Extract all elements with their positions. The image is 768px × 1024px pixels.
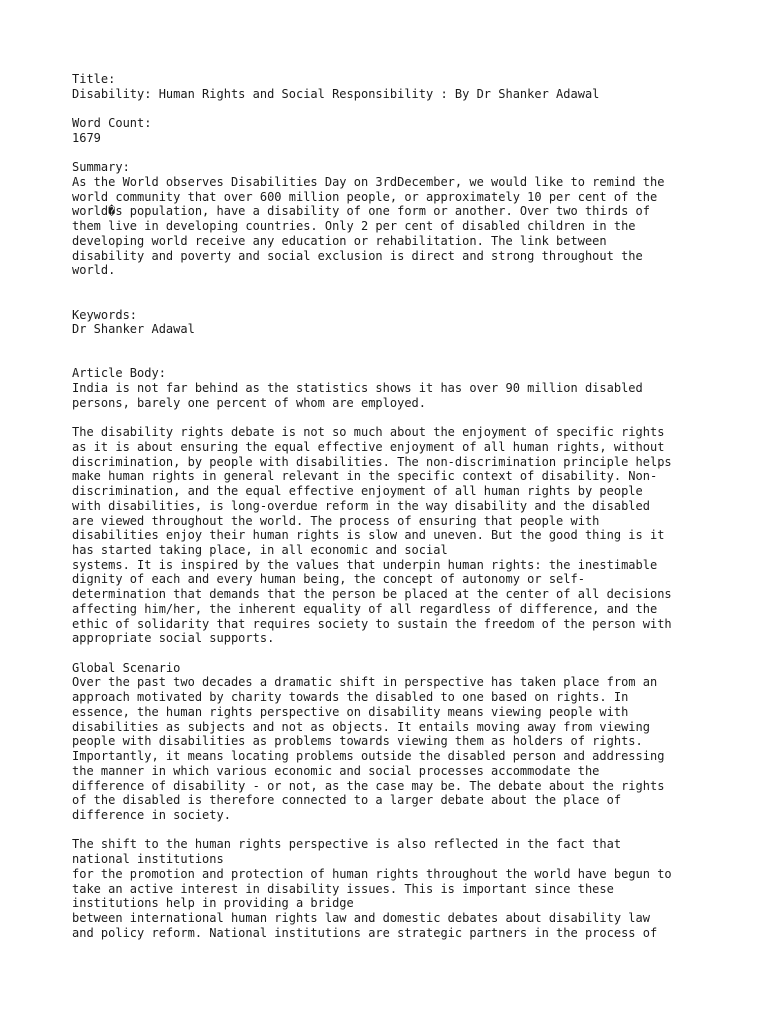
text-line: disability and poverty and social exclusion is direct and strong throughout the [72,248,643,263]
text-line: difference in society. [72,807,231,822]
text-line: between international human rights law and domestic debates about disability law [72,910,650,925]
text-line: and policy reform. National institutions are strategic partners in the process of [72,925,658,940]
text-line: difference of disability - or not, as the case may be. The debate about the rights [72,778,665,793]
text-line: approach motivated by charity towards the disabled to one based on rights. In [72,690,629,705]
text-line: are viewed throughout the world. The process of ensuring that people with [72,513,600,528]
text-line: ethic of solidarity that requires society to sustain the freedom of the person with [72,616,672,631]
article-body-label: Article Body: [72,366,166,381]
spacer [72,411,712,426]
text-line: dignity of each and every human being, the concept of autonomy or self- [72,572,585,587]
text-line: the manner in which various economic and social processes accommodate the [72,763,600,778]
text-line: determination that demands that the person be placed at the center of all decisions [72,587,672,602]
text-line: institutions help in providing a bridge [72,896,354,911]
article-paragraph-4 [72,837,712,940]
spacer [72,823,712,838]
spacer [72,337,712,352]
text-line: persons, barely one percent of whom are employed. [72,395,427,410]
document-page [72,72,712,940]
spacer [72,278,712,293]
text-line: affecting him/her, the inherent equality of all regardless of difference, and the [72,601,658,616]
text-line: appropriate social supports. [72,631,275,646]
text-line: as it is about ensuring the equal effective enjoyment of all human rights, without [72,439,665,454]
spacer [72,146,712,161]
text-line: make human rights in general relevant in the specific context of disability. Non- [72,469,658,484]
text-line: essence, the human rights perspective on disability means viewing people with [72,704,629,719]
text-line: for the promotion and protection of human rights throughout the world have begun to [72,866,672,881]
text-line: Importantly, it means locating problems outside the disabled person and addressing [72,749,665,764]
spacer [72,101,712,116]
text-line: Global Scenario [72,660,181,675]
article-paragraph-1 [72,381,712,410]
text-line: world. [72,263,116,278]
text-line: world community that over 600 million people, or approximately 10 per cent of the [72,189,658,204]
keywords-value: Dr Shanker Adawal [72,322,195,337]
keywords-label: Keywords: [72,307,138,322]
word-count-value: 1679 [72,130,101,145]
text-line: people with disabilities as problems towards viewing them as holders of rights. [72,734,643,749]
text-line: systems. It is inspired by the values that underpin human rights: the inestimable [72,557,658,572]
word-count-label: Word Count: [72,116,152,131]
summary-label: Summary: [72,160,130,175]
text-line: national institutions [72,852,224,867]
text-line: The disability rights debate is not so much about the enjoyment of specific rights [72,425,665,440]
text-line: has started taking place, in all economic and social [72,543,448,557]
text-line: As the World observes Disabilities Day on 3rdDecember, we would like to remind the [72,175,665,190]
spacer [72,646,712,661]
text-line: discrimination, by people with disabilities. The non-discrimination principle helps [72,454,672,469]
article-paragraph-3 [72,661,712,823]
spacer [72,352,712,367]
text-line: discrimination, and the equal effective enjoyment of all human rights by people [72,484,643,499]
summary-text [72,175,712,278]
text-line: disabilities as subjects and not as objects. It entails moving away from viewing [72,719,650,734]
document-title: Disability: Human Rights and Social Responsibility : By Dr Shanker Adawal [72,86,600,101]
text-line: world�s population, have a disability of one form or another. Over two thirds of [72,204,650,219]
article-paragraph-2 [72,425,712,646]
text-line: disabilities enjoy their human rights is slow and uneven. But the good thing is it [72,528,665,543]
text-line: developing world receive any education or rehabilitation. The link between [72,233,607,248]
text-line: take an active interest in disability issues. This is important since these [72,881,614,896]
title-label: Title: [72,72,116,86]
text-line: them live in developing countries. Only 2 per cent of disabled children in the [72,219,636,234]
text-line: Over the past two decades a dramatic shift in perspective has taken place from an [72,675,658,690]
text-line: India is not far behind as the statistics shows it has over 90 million disabled [72,381,643,396]
spacer [72,293,712,308]
text-line: of the disabled is therefore connected to a larger debate about the place of [72,793,622,808]
text-line: The shift to the human rights perspective is also reflected in the fact that [72,837,622,852]
text-line: with disabilities, is long-overdue reform in the way disability and the disabled [72,498,650,513]
